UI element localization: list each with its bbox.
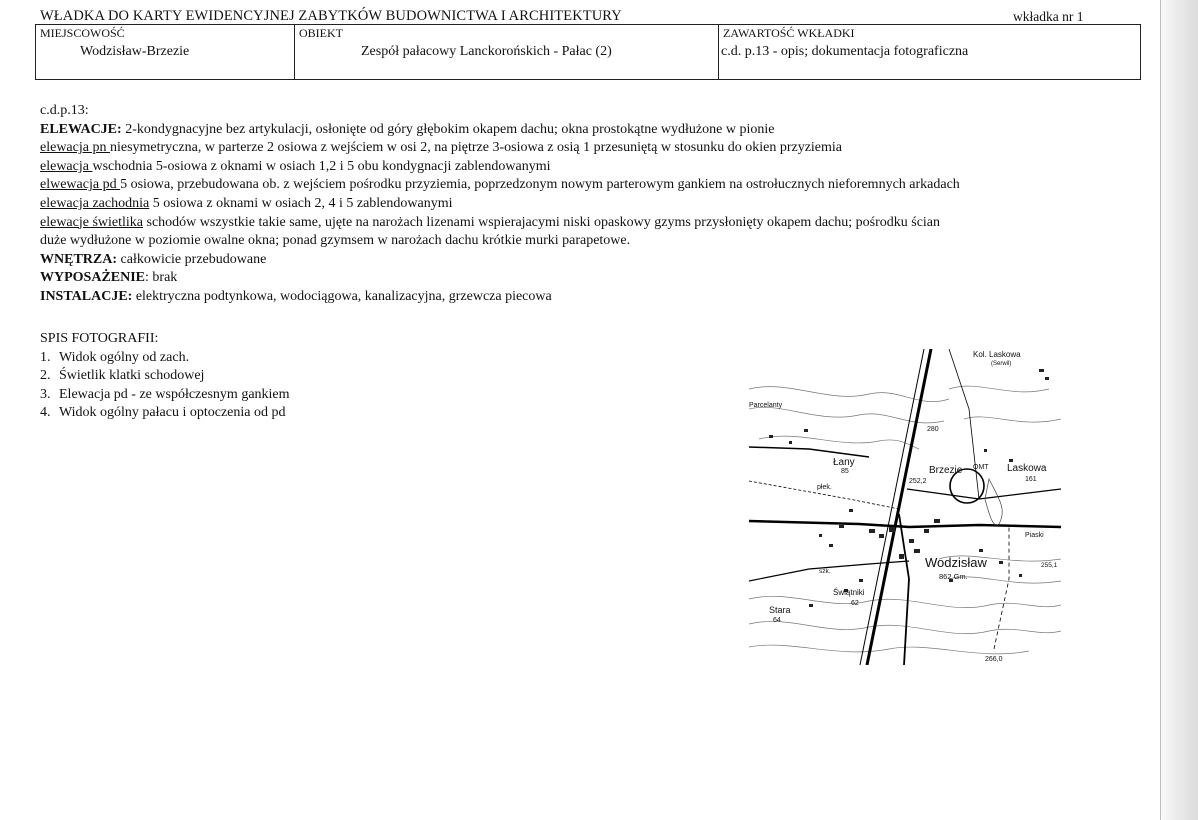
map-label-parcelanty: Parcelanty: [749, 402, 783, 409]
wnetrza-label: WNĘTRZA:: [40, 251, 118, 267]
elewacja-pd-text: 5 osiowa, przebudowana ob. z wejściem pośrodku przyziemia, poprzedzonym nowym parterowym gankiem na ostrołucznych nieforemnych arkadach: [120, 177, 960, 193]
map-label-kol-laskowa: Kol. Laskowa: [973, 350, 1021, 359]
scan-edge-line: [1160, 0, 1161, 820]
location-map: [749, 349, 1061, 665]
map-label-swiatniki-num: 62: [851, 600, 859, 607]
photo-item: [40, 367, 290, 386]
instalacje-line: [40, 288, 1120, 307]
elewacja-pd-line: [40, 176, 1120, 195]
elewacje-line: [40, 121, 1120, 140]
map-label-lany: Łany: [833, 457, 855, 468]
map-label-laskowa-num: 161: [1025, 476, 1037, 483]
elewacja-pn-text: niesymetryczna, w parterze 2 osiowa z wejściem w osi 2, na piętrze 3-osiowa z osią 1 przesuniętą w stosunku do okien przyziemia: [109, 140, 843, 156]
elewacja-zach-line: [40, 195, 1120, 214]
photo-list: [40, 330, 290, 423]
map-label-laskowa: Laskowa: [1007, 463, 1047, 474]
cell-object: [295, 25, 719, 79]
cell-contents-value: c.d. p.13 - opis; dokumentacja fotograficzna: [721, 44, 969, 59]
map-label-stara: Stara: [769, 605, 791, 615]
photo-num: 2.: [40, 368, 51, 383]
photo-num: 4.: [40, 405, 51, 420]
map-label-gm: 862 Gm.: [939, 572, 968, 581]
photo-item: [40, 386, 290, 405]
map-label-wodzislaw: Wodzisław: [925, 555, 987, 570]
cell-location-value: Wodzisław-Brzezie: [80, 44, 190, 59]
map-label-lany-num: 85: [841, 468, 849, 475]
map-label-brzezie: Brzezie: [929, 465, 963, 476]
swietlik-label: elewacje świetlika: [40, 214, 144, 230]
elewacja-pd-label: elwewacja pd: [40, 177, 121, 193]
instalacje-text: elektryczna podtynkowa, wodociągowa, kanalizacyjna, grzewcza piecowa: [132, 288, 552, 304]
instalacje-label: INSTALACJE:: [40, 288, 133, 304]
wyposazenie-line: [40, 269, 1120, 288]
photo-list-heading: SPIS FOTOGRAFII:: [40, 331, 159, 346]
photo-text: Świetlik klatki schodowej: [59, 368, 205, 383]
map-contours: [749, 386, 1061, 654]
photo-item: [40, 404, 290, 423]
map-label-swiatniki: Świątniki: [833, 588, 865, 597]
map-label-plek: płek.: [817, 484, 832, 491]
swietlik-text-1: schodów wszystkie takie same, ujęte na narożach lizenami wspierajacymi niski opaskowy gzyms przysłonięty okapem dachu; pośrodku ścian: [143, 214, 941, 230]
map-graphic: [749, 349, 1061, 665]
header-table: [35, 24, 1141, 80]
photo-num: 3.: [40, 386, 51, 402]
photo-text: Widok ogólny od zach.: [59, 349, 190, 365]
elewacja-wsch-line: [40, 158, 1120, 177]
swietlik-line-2: duże wydłużone w poziomie owalne okna; ponad gzymsem w narożach dachu krótkie murki parapetowe.: [40, 233, 631, 249]
document-title: WŁADKA DO KARTY EWIDENCYJNEJ ZABYTKÓW BUDOWNICTWA I ARCHITEKTURY: [40, 8, 622, 24]
elewacja-pn-line: [40, 139, 1120, 158]
wnetrza-text: całkowicie przebudowane: [117, 251, 267, 267]
elewacje-text: 2-kondygnacyjne bez artykulacji, osłonięte od góry głębokim okapem dachu; okna prostokątne wydłużone w pionie: [121, 121, 775, 137]
photo-item: [40, 349, 290, 368]
map-label-266: 266,0: [985, 656, 1003, 663]
photo-text: Elewacja pd - ze współczesnym gankiem: [59, 386, 290, 402]
map-label-piaski: Piaski: [1025, 532, 1044, 539]
photo-num: 1.: [40, 349, 51, 365]
map-label-szk: szk.: [819, 568, 831, 575]
cell-location-label: MIEJSCOWOŚĆ: [40, 26, 125, 40]
cell-contents-label: ZAWARTOŚĆ WKŁADKI: [723, 26, 855, 40]
map-label-serwis: (Serwil): [991, 361, 1012, 367]
elewacja-zach-text: 5 osiowa z oknami w osiach 2, 4 i 5 zablendowanymi: [149, 195, 453, 211]
cell-contents: [719, 25, 1140, 79]
cell-location: [36, 25, 295, 79]
elewacja-zach-label: elewacja zachodnia: [40, 195, 150, 211]
description-body: [40, 102, 1120, 307]
insert-number: wkładka nr 1: [1013, 9, 1084, 24]
map-label-280: 280: [927, 426, 939, 433]
wnetrza-line: [40, 251, 1120, 270]
scan-edge: [1160, 0, 1198, 820]
elewacja-pn-label: elewacja pn: [40, 140, 110, 156]
elewacja-wsch-label: elewacja: [40, 158, 93, 174]
photo-text: Widok ogólny pałacu i optoczenia od pd: [59, 405, 286, 420]
swietlik-line: [40, 214, 1120, 233]
map-park: [985, 479, 1002, 525]
cell-object-label: OBIEKT: [299, 26, 343, 40]
map-label-252: 252,2: [909, 478, 927, 485]
map-buildings: [769, 369, 1049, 607]
wyposazenie-text: : brak: [145, 270, 178, 286]
map-label-stara-num: 64: [773, 617, 781, 624]
intro-line: c.d.p.13:: [40, 103, 89, 118]
elewacje-label: ELEWACJE:: [40, 121, 122, 137]
map-label-255: 255,1: [1041, 562, 1058, 569]
wyposazenie-label: WYPOSAŻENIE: [40, 270, 146, 286]
cell-object-value: Zespół pałacowy Lanckorońskich - Pałac (2): [361, 44, 612, 59]
elewacja-wsch-text: wschodnia 5-osiowa z oknami w osiach 1,2 i 5 obu kondygnacji zablendowanymi: [92, 158, 551, 174]
map-label-omt: OMT: [973, 464, 989, 471]
